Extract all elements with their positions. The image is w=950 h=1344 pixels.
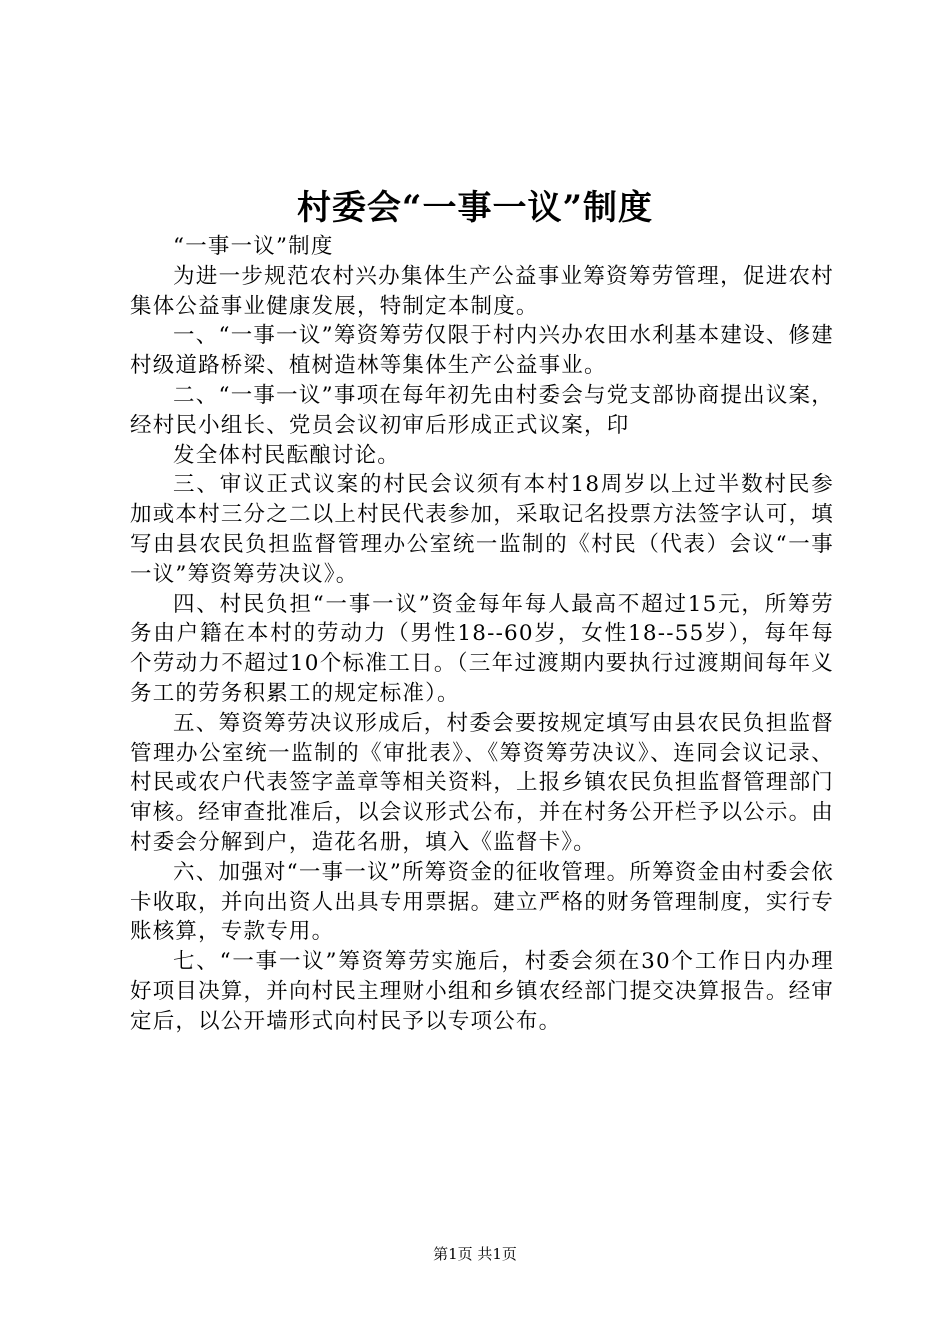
paragraph-intro: 为进一步规范农村兴办集体生产公益事业筹资筹劳管理，促进农村集体公益事业健康发展，特制定本制度。: [130, 263, 834, 319]
paragraph-item-4: 四、村民负担“一事一议”资金每年每人最高不超过15元，所筹劳务由户籍在本村的劳动力（男性18--60岁，女性18--55岁），每年每个劳动力不超过10个标准工日。（三年过渡期内要执行过渡期间每年义务工的劳务积累工的规定标准）。: [130, 591, 834, 706]
document-title: 村委会“一事一议”制度: [296, 188, 654, 228]
paragraph-item-2: 二、“一事一议”事项在每年初先由村委会与党支部协商提出议案，经村民小组长、党员会议初审后形成正式议案，印: [130, 382, 834, 438]
paragraph-item-1: 一、“一事一议”筹资筹劳仅限于村内兴办农田水利基本建设、修建村级道路桥梁、植树造林等集体生产公益事业。: [130, 323, 834, 379]
paragraph-item-3: 三、审议正式议案的村民会议须有本村18周岁以上过半数村民参加或本村三分之二以上村民代表参加，采取记名投票方法签字认可，填写由县农民负担监督管理办公室统一监制的《村民（代表）会议“一事一议”筹资筹劳决议》。: [130, 472, 834, 587]
paragraph-item-2-continued: 发全体村民酝酿讨论。: [173, 442, 401, 468]
document-body: [130, 232, 834, 1037]
paragraph-item-6: 六、加强对“一事一议”所筹资金的征收管理。所筹资金由村委会依卡收取，并向出资人出具专用票据。建立严格的财务管理制度，实行专账核算，专款专用。: [130, 859, 834, 945]
paragraph-subtitle: “一事一议”制度: [173, 234, 334, 259]
paragraph-item-7: 七、“一事一议”筹资筹劳实施后，村委会须在30个工作日内办理好项目决算，并向村民主理财小组和乡镇农经部门提交决算报告。经审定后，以公开墙形式向村民予以专项公布。: [130, 949, 834, 1034]
page-footer: 第1页 共1页: [433, 1245, 517, 1263]
paragraph-item-5: 五、筹资筹劳决议形成后，村委会要按规定填写由县农民负担监督管理办公室统一监制的《审批表》、《筹资筹劳决议》、连同会议记录、村民或农户代表签字盖章等相关资料，上报乡镇农民负担监督管理部门审核。经审查批准后，以会议形式公布，并在村务公开栏予以公示。由村委会分解到户，造花名册，填入《监督卡》。: [130, 710, 834, 855]
